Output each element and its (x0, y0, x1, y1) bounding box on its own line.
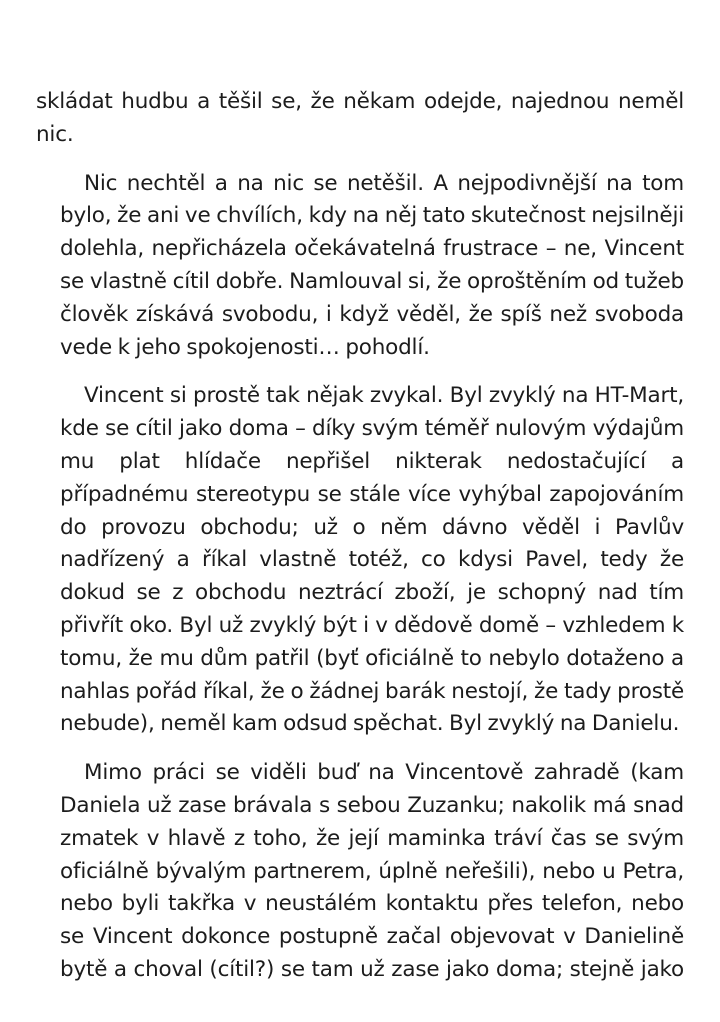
book-page (36, 86, 684, 987)
text-line: Daniela už zase brávala s sebou Zuzanku; nakolik má snad (60, 792, 684, 818)
text-line: vede k jeho spokojenosti… pohodlí. (60, 334, 430, 360)
text-line: Mimo práci se viděli buď na Vincentově zahradě (kam (84, 760, 684, 786)
text-line: nahlas pořád říkal, že o žádnej barák nestojí, že tady prostě (60, 678, 684, 704)
text-line: mu plat hlídače nepřišel nikterak nedostačující a (60, 448, 684, 474)
paragraph (36, 380, 684, 741)
text-line: nebude), neměl kam odsud spěchat. Byl zvyklý na Danielu. (60, 711, 680, 737)
text-line: nebo byli takřka v neustálém kontaktu přes telefon, nebo (60, 891, 684, 917)
paragraph (36, 757, 684, 987)
text-line: tomu, že mu dům patřil (byť oficiálně to nebylo dotaženo a (60, 645, 684, 671)
text-line: bylo, že ani ve chvílích, kdy na něj tato skutečnost nejsilněji (60, 203, 684, 229)
text-line: se Vincent dokonce postupně začal objevovat v Danielině (60, 924, 684, 950)
text-line: do provozu obchodu; už o něm dávno věděl i Pavlův (60, 514, 684, 540)
text-line: nadřízený a říkal vlastně totéž, co kdysi Pavel, tedy že (60, 547, 684, 573)
text-line: dolehla, nepřicházela očekávatelná frustrace – ne, Vincent (60, 236, 684, 262)
text-line: případnému stereotypu se stále více vyhýbal zapojováním (60, 481, 684, 507)
text-line: nic. (36, 121, 74, 147)
text-line: dokud se z obchodu neztrácí zboží, je schopný nad tím (60, 580, 684, 606)
text-line: kde se cítil jako doma – díky svým téměř nulovým výdajům (60, 416, 684, 442)
paragraph (36, 168, 684, 365)
text-line: Vincent si prostě tak nějak zvykal. Byl zvyklý na HT-Mart, (84, 383, 684, 409)
text-line: skládat hudbu a těšil se, že někam odejde, najednou neměl (36, 89, 684, 114)
text-line: člověk získává svobodu, i když věděl, že spíš než svoboda (60, 301, 684, 327)
text-line: bytě a choval (cítil?) se tam už zase jako doma; stejně jako (60, 956, 684, 982)
text-line: Nic nechtěl a na nic se netěšil. A nejpodivnější na tom (84, 170, 684, 196)
text-line: se vlastně cítil dobře. Namlouval si, že oproštěním od tužeb (60, 268, 684, 294)
text-line: přivřít oko. Byl už zvyklý být i v dědově domě – vzhledem k (60, 612, 684, 638)
text-line: oficiálně bývalým partnerem, úplně neřešili), nebo u Petra, (60, 858, 684, 884)
text-line: zmatek v hlavě z toho, že její maminka tráví čas se svým (60, 825, 684, 851)
paragraph (36, 86, 684, 152)
